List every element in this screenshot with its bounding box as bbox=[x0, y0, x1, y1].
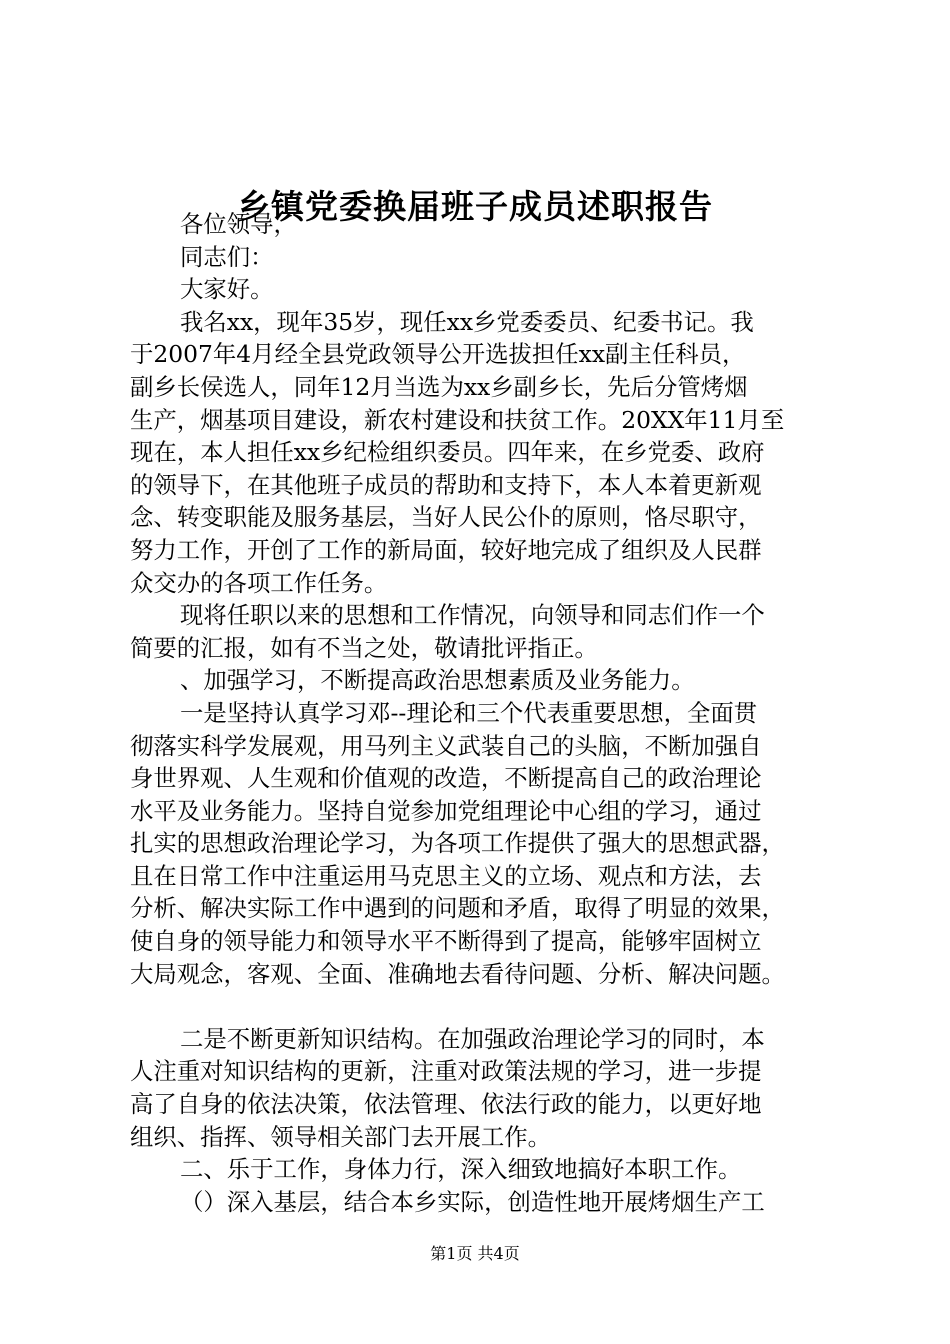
body-line: 组织、指挥、领导相关部门去开展工作。 bbox=[130, 1122, 552, 1151]
body-line: 大家好。 bbox=[180, 275, 274, 304]
body-line: 各位领导， bbox=[180, 210, 297, 238]
body-line: 生产，烟基项目建设，新农村建设和扶贫工作。20XX年11月至 bbox=[130, 405, 785, 434]
body-line: 彻落实科学发展观，用马列主义武装自己的头脑，不断加强自 bbox=[130, 731, 762, 760]
body-line: 、加强学习，不断提高政治思想素质及业务能力。 bbox=[180, 666, 695, 695]
body-line: 念、转变职能及服务基层，当好人民公仆的原则，恪尽职守， bbox=[130, 503, 762, 532]
body-line: （）深入基层，结合本乡实际，创造性地开展烤烟生产工 bbox=[180, 1187, 765, 1216]
body-line: 一是坚持认真学习邓--理论和三个代表重要思想，全面贯 bbox=[180, 698, 758, 727]
document-title: 乡镇党委换届班子成员述职报告 bbox=[237, 187, 713, 226]
body-line: 且在日常工作中注重运用马克思主义的立场、观点和方法，去 bbox=[130, 861, 762, 890]
body-line: 副乡长侯选人，同年12月当选为xx乡副乡长，先后分管烤烟 bbox=[130, 372, 748, 401]
body-line: 分析、解决实际工作中遇到的问题和矛盾，取得了明显的效果， bbox=[130, 894, 785, 923]
body-line: 同志们： bbox=[180, 242, 274, 271]
body-line: 于2007年4月经全县党政领导公开选拔担任xx副主任科员， bbox=[130, 340, 746, 369]
body-line: 人注重对知识结构的更新，注重对政策法规的学习，进一步提 bbox=[130, 1057, 762, 1086]
body-line: 二是不断更新知识结构。在加强政治理论学习的同时，本 bbox=[180, 1024, 765, 1053]
document-body bbox=[130, 208, 832, 1218]
body-line: 使自身的领导能力和领导水平不断得到了提高，能够牢固树立 bbox=[130, 927, 762, 956]
body-line: 二、乐于工作，身体力行，深入细致地搞好本职工作。 bbox=[180, 1155, 742, 1184]
body-line: 水平及业务能力。坚持自觉参加党组理论中心组的学习，通过 bbox=[130, 796, 762, 825]
body-line: 的领导下，在其他班子成员的帮助和支持下，本人本着更新观 bbox=[130, 470, 762, 499]
body-line: 大局观念，客观、全面、准确地去看待问题、分析、解决问题。 bbox=[130, 959, 785, 988]
body-line: 努力工作，开创了工作的新局面，较好地完成了组织及人民群 bbox=[130, 535, 762, 564]
body-line: 现在，本人担任xx乡纪检组织委员。四年来，在乡党委、政府 bbox=[130, 438, 765, 467]
body-line: 现将任职以来的思想和工作情况，向领导和同志们作一个 bbox=[180, 601, 765, 630]
body-line: 简要的汇报，如有不当之处，敬请批评指正。 bbox=[130, 633, 598, 662]
blank-line bbox=[130, 990, 832, 1023]
body-line: 我名xx，现年35岁，现任xx乡党委委员、纪委书记。我 bbox=[180, 307, 754, 336]
body-line: 身世界观、人生观和价值观的改造，不断提高自己的政治理论 bbox=[130, 764, 762, 793]
body-line: 扎实的思想政治理论学习，为各项工作提供了强大的思想武器， bbox=[130, 829, 785, 858]
body-line: 众交办的各项工作任务。 bbox=[130, 568, 388, 597]
body-line: 高了自身的依法决策，依法管理、依法行政的能力，以更好地 bbox=[130, 1090, 762, 1119]
page-footer: 第1页 共4页 bbox=[430, 1244, 520, 1263]
